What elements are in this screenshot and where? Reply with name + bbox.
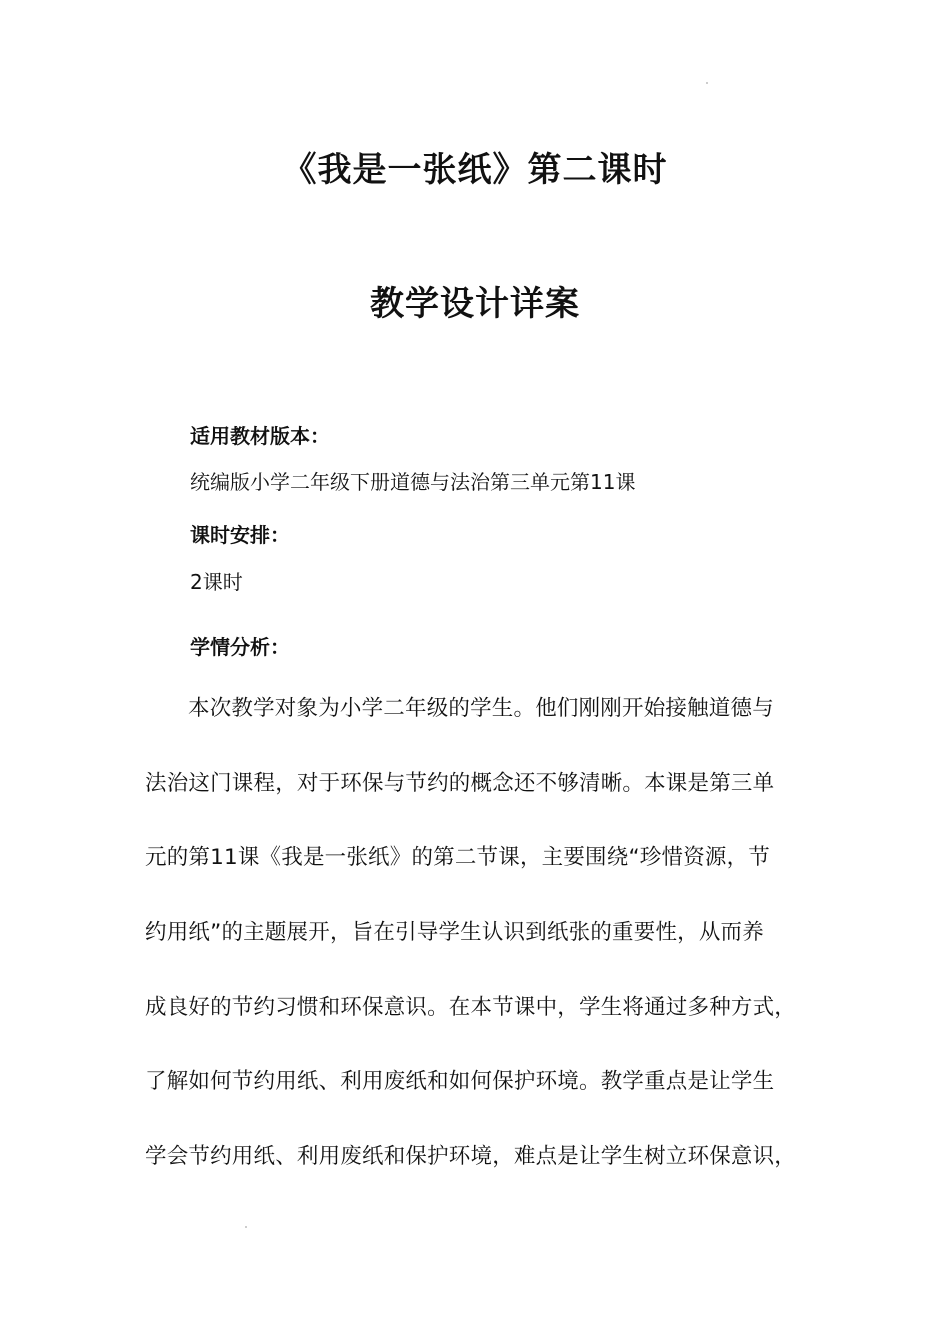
analysis-paragraph-line: 成良好的节约习惯和环保意识。在本节课中，学生将通过多种方式，: [145, 995, 797, 1020]
analysis-label: 学情分析：: [190, 635, 290, 659]
document-subtitle: 教学设计详案: [370, 284, 580, 324]
scan-speck: [706, 82, 708, 84]
analysis-paragraph-line: 学会节约用纸、利用废纸和保护环境，难点是让学生树立环保意识，: [145, 1144, 797, 1169]
scan-speck: [245, 1226, 247, 1228]
edition-label: 适用教材版本：: [190, 424, 330, 448]
analysis-paragraph-line: 约用纸”的主题展开，旨在引导学生认识到纸张的重要性，从而养: [145, 920, 764, 945]
analysis-paragraph-line: 了解如何节约用纸、利用废纸和如何保护环境。教学重点是让学生: [145, 1069, 775, 1094]
schedule-label: 课时安排：: [190, 523, 290, 547]
analysis-paragraph-line: 本次教学对象为小学二年级的学生。他们刚刚开始接触道德与: [188, 696, 774, 721]
document-title: 《我是一张纸》第二课时: [282, 150, 668, 190]
schedule-value: 2课时: [190, 570, 243, 594]
analysis-paragraph-line: 元的第11课《我是一张纸》的第二节课，主要围绕“珍惜资源，节: [145, 845, 770, 870]
analysis-paragraph-line: 法治这门课程，对于环保与节约的概念还不够清晰。本课是第三单: [145, 771, 775, 796]
edition-value: 统编版小学二年级下册道德与法治第三单元第11课: [190, 470, 636, 494]
